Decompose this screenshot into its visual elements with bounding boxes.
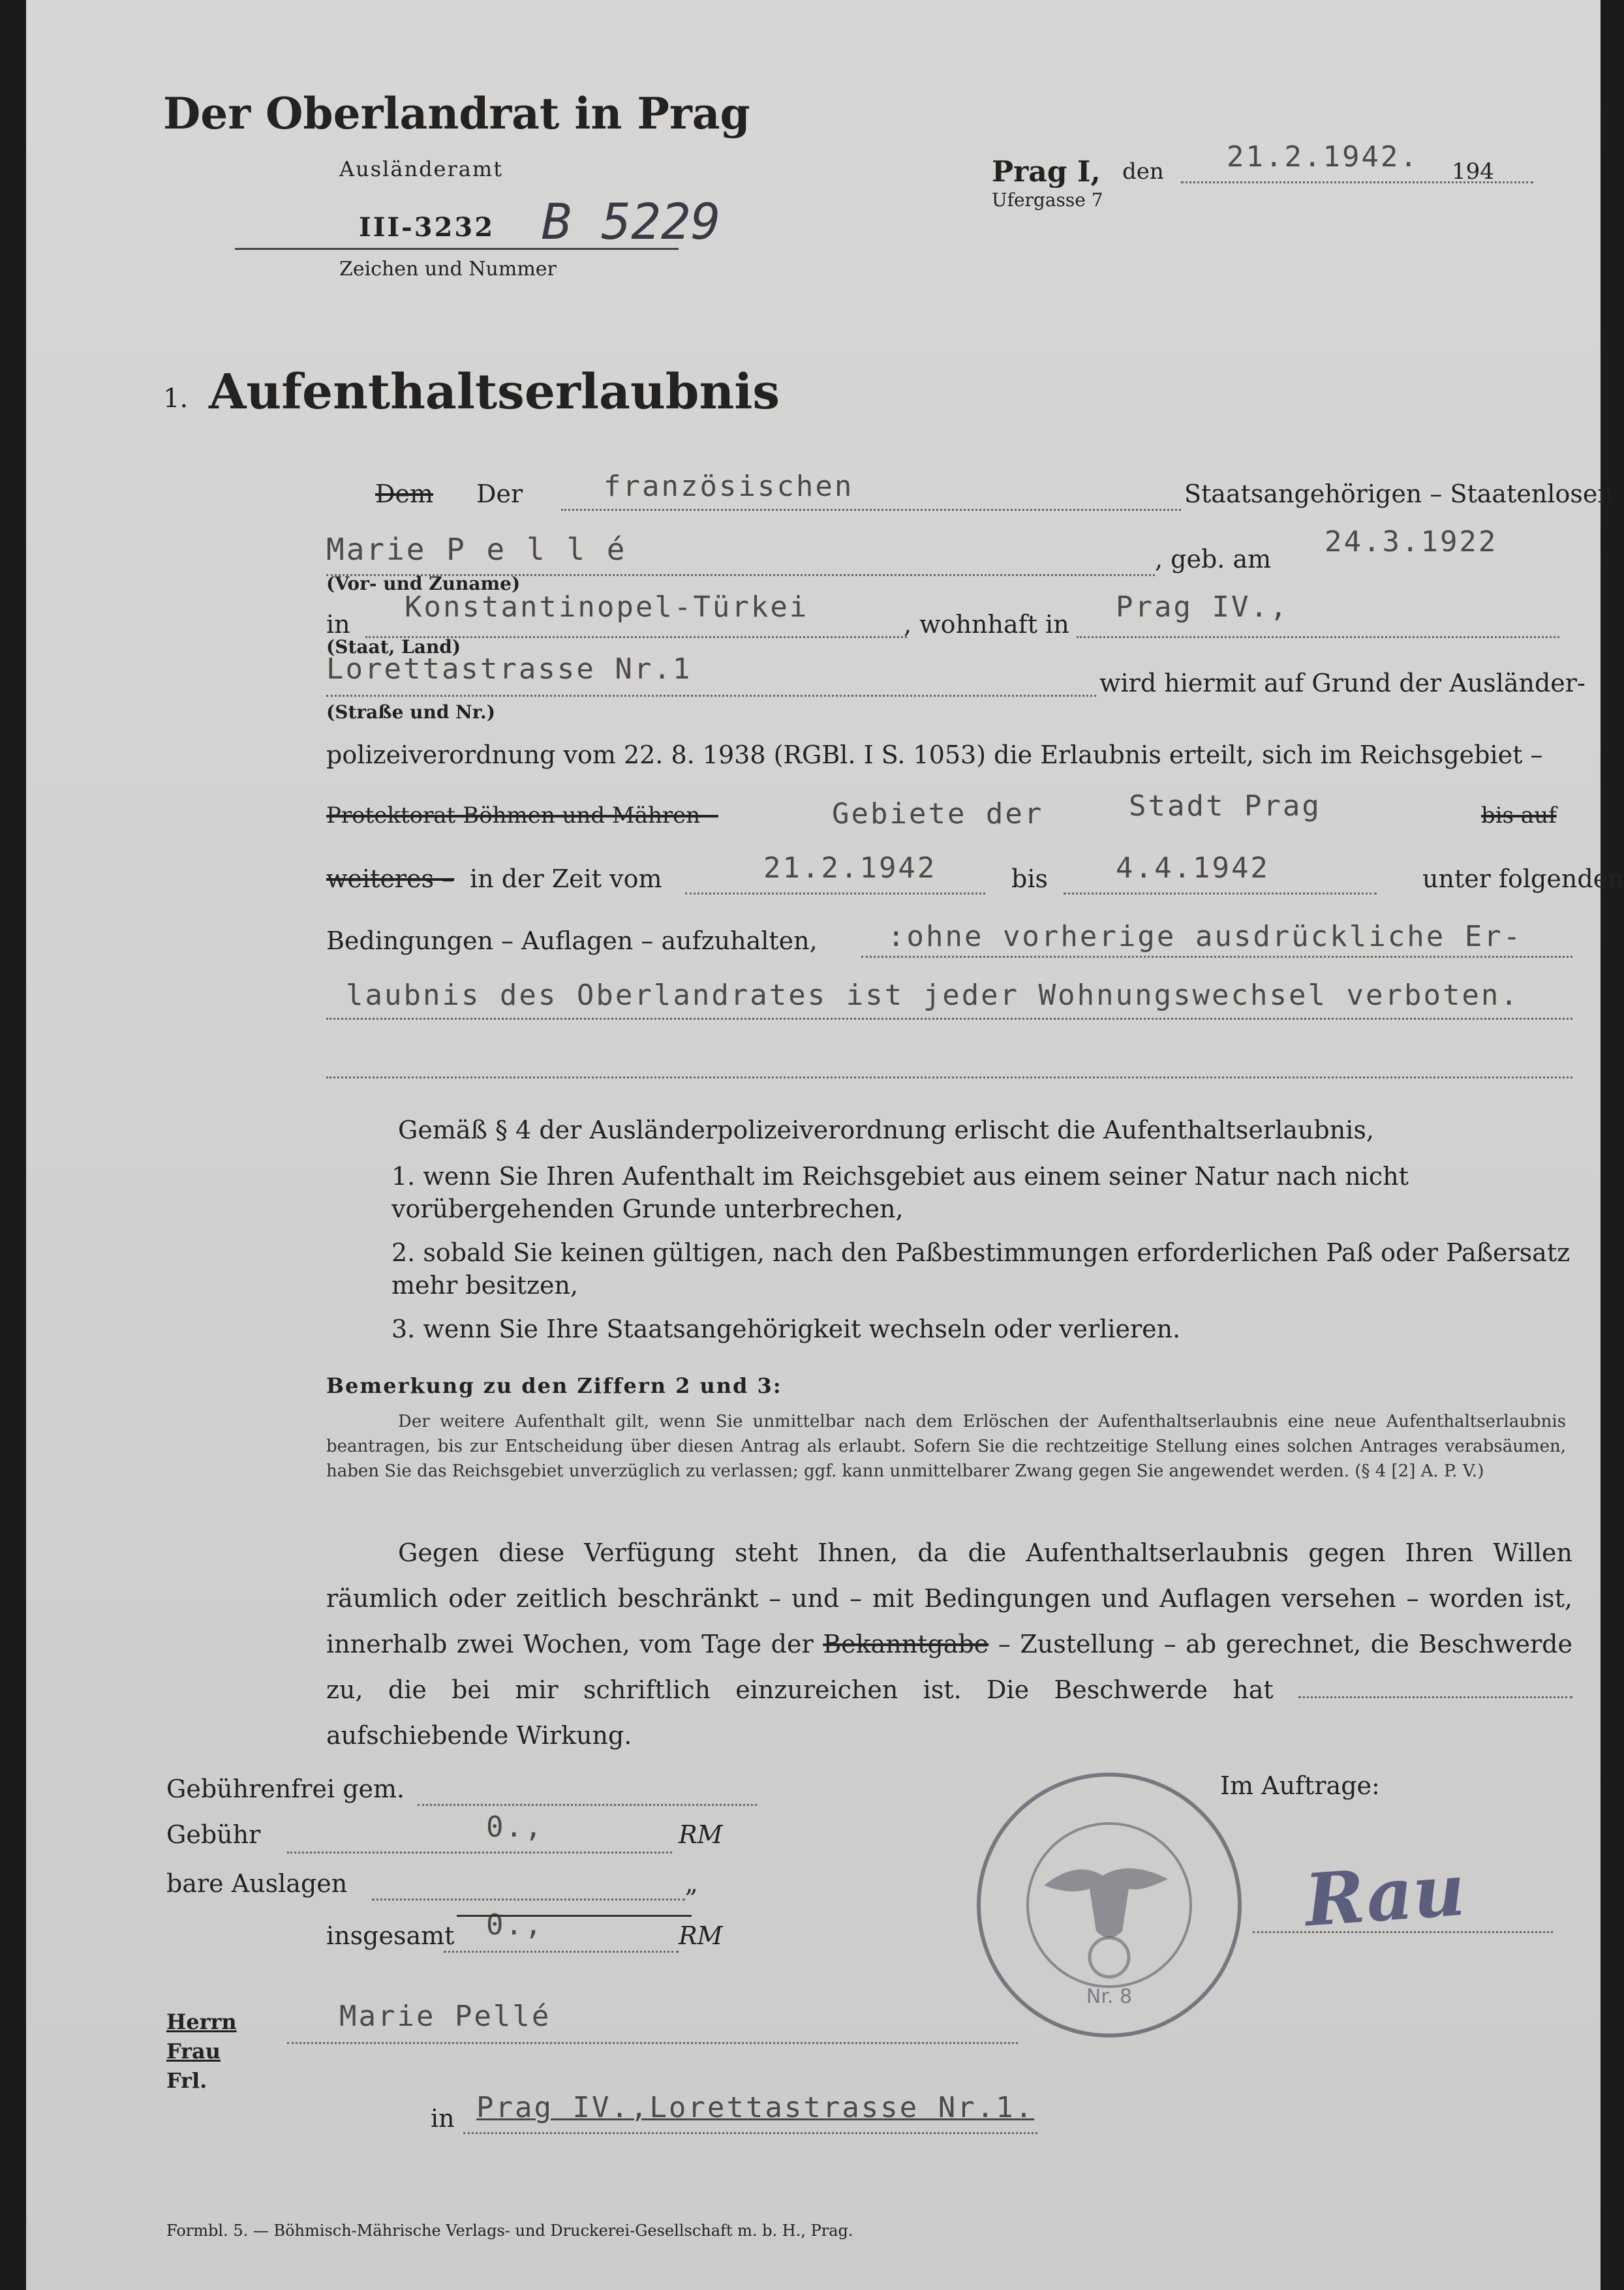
title-number: 1. [163, 384, 189, 414]
weiteres-struck: weiteres – [326, 864, 455, 893]
reference-number: III-3232 [359, 212, 495, 243]
place: Prag I, [992, 155, 1101, 189]
condition-dots-1 [861, 956, 1572, 958]
gebuehr-label: Gebühr [166, 1820, 261, 1849]
reference-handwritten: B 5229 [542, 192, 721, 251]
reference-underline [235, 248, 679, 250]
rm-label: RM [679, 1820, 723, 1849]
bis-label: bis [1011, 864, 1048, 893]
person-name: Marie P e l l é [326, 532, 627, 567]
remark-text: Der weitere Aufenthalt gilt, wenn Sie unmittelbar nach dem Erlöschen der Aufenthaltserlaubnis eine neue Aufenthaltserlaubnis beantragen, bis zur Entscheidung über diesen Antrag als erlaubt. Sofern Sie die rechtzeitige Stellung eines solchen Antrages verabsäumen, haben Sie das Reichsgebiet unverzüglich zu verlassen; ggf. kann unmittelbarer Zwang gegen Sie angewendet werden. (§ 4 [2] A. P. V.) [326, 1412, 1566, 1481]
in-der-zeit-label: in der Zeit vom [470, 864, 662, 893]
section4-item-3: 3. wenn Sie Ihre Staatsangehörigkeit wechseln oder verlieren. [391, 1315, 1181, 1343]
street-label: (Straße und Nr.) [326, 701, 495, 723]
gebuehr-dots [287, 1852, 672, 1854]
official-stamp-icon [966, 1762, 1253, 2049]
authority-title: Der Oberlandrat in Prag [163, 88, 750, 139]
reference-label: Zeichen und Nummer [339, 258, 557, 281]
dem-struck: Dem [375, 480, 433, 508]
im-auftrage-label: Im Auftrage: [1220, 1771, 1380, 1800]
name-label: (Vor- und Zuname) [326, 573, 521, 594]
rm-label-2: RM [679, 1921, 723, 1950]
appeal-text-3: aufschiebende Wirkung. [326, 1721, 632, 1750]
street-value: Lorettastrasse Nr.1 [326, 652, 692, 686]
frl-label: Frl. [166, 2068, 207, 2093]
birth-date: 24.3.1922 [1325, 525, 1498, 558]
recipient-address: Prag IV.,Lorettastrasse Nr.1. [476, 2091, 1035, 2124]
signature-scrawl: Rau [1302, 1847, 1468, 1943]
bedingungen-label: Bedingungen – Auflagen – aufzuhalten, [326, 926, 818, 955]
recipient-address-dots [463, 2132, 1037, 2134]
condition-dots-2 [326, 1018, 1572, 1020]
appeal-text-1: Gegen diese Verfügung steht Ihnen, da die Aufenthaltserlaubnis gegen Ihren Willen räumlich oder zeitlich beschränkt – und – mit Bedingungen und Auflagen versehen – worden ist, innerhalb zwei Wochen, vom Tage der [326, 1538, 1572, 1658]
nationality-dots [561, 509, 1181, 511]
protektorat-struck: Protektorat Böhmen und Mähren – [326, 802, 718, 829]
nationality-value: französischen [604, 470, 854, 503]
gebuehrenfrei-dots [418, 1804, 757, 1806]
condition-dots-3 [326, 1076, 1572, 1078]
residence-value: Prag IV., [1116, 590, 1289, 624]
herrn-label: Herrn [166, 2009, 237, 2034]
office-address: Ufergasse 7 [992, 189, 1103, 211]
condition-line-2: laubnis des Oberlandrates ist jeder Wohnungswechsel verboten. [346, 979, 1520, 1012]
sum-line [457, 1915, 692, 1917]
document-title: Aufenthaltserlaubnis [209, 364, 780, 420]
appeal-text-2: – Zustellung – ab gerechnet, die Beschwerde zu, die bei mir schriftlich einzureichen ist. Die Beschwerde hat [326, 1630, 1572, 1704]
der-label: Der [476, 480, 523, 508]
condition-line-1: :ohne vorherige ausdrückliche Er- [887, 920, 1523, 953]
stadt-value: Stadt Prag [1129, 789, 1321, 823]
auslagen-dots [372, 1899, 685, 1901]
insgesamt-value: 0., [486, 1908, 544, 1942]
stamp-number: Nr. 8 [1086, 1985, 1133, 2008]
geb-am-label: , geb. am [1155, 545, 1272, 573]
bis-auf-struck: bis auf [1481, 802, 1557, 829]
frau-label: Frau [166, 2039, 221, 2064]
printer-footer: Formbl. 5. — Böhmisch-Mährische Verlags- und Druckerei-Gesellschaft m. b. H., Prag. [166, 2221, 853, 2240]
recipient-in-label: in [431, 2104, 455, 2133]
in-label: in [326, 610, 350, 639]
remark-heading: Bemerkung zu den Ziffern 2 und 3: [326, 1373, 782, 1398]
street-dots [326, 695, 1096, 697]
country-label: (Staat, Land) [326, 636, 461, 658]
section4-intro: Gemäß § 4 der Ausländerpolizeiverordnung erlischt die Aufenthaltserlaubnis, [398, 1116, 1374, 1144]
to-date-dots [1064, 893, 1377, 894]
appeal-paragraph [326, 1530, 1572, 1758]
to-date: 4.4.1942 [1116, 851, 1270, 885]
signature-dots [1253, 1931, 1553, 1933]
office-label: Ausländeramt [339, 157, 504, 181]
insgesamt-label: insgesamt [326, 1921, 455, 1950]
issue-date: 21.2.1942. [1227, 140, 1419, 174]
den-label: den [1122, 159, 1164, 185]
year-prefix: 194 [1452, 159, 1494, 185]
unter-folgenden-label: unter folgenden [1422, 864, 1624, 893]
from-date-dots [685, 893, 985, 894]
document-sheet [26, 0, 1624, 2290]
staatsangehoerigen-label: Staatsangehörigen – Staatenlosen [1184, 480, 1614, 508]
residence-dots [1077, 636, 1559, 638]
ditto-mark: „ [685, 1869, 698, 1898]
from-date: 21.2.1942 [763, 851, 937, 885]
section4-item-1: 1. wenn Sie Ihren Aufenthalt im Reichsgebiet aus einem seiner Natur nach nicht vorübergehenden Grunde unterbrechen, [391, 1162, 1409, 1223]
legal-line: polizeiverordnung vom 22. 8. 1938 (RGBl. I S. 1053) die Erlaubnis erteilt, sich im Reichsgebiet – [326, 740, 1543, 769]
recipient-name: Marie Pellé [339, 2000, 551, 2033]
wird-hiermit-text: wird hiermit auf Grund der Ausländer- [1099, 669, 1586, 697]
bekanntgabe-struck: Bekanntgabe [823, 1630, 989, 1658]
birthplace-value: Konstantinopel-Türkei [405, 590, 809, 624]
insgesamt-dots [444, 1951, 679, 1953]
section4-item-2: 2. sobald Sie keinen gültigen, nach den Paßbestimmungen erforderlichen Paß oder Paßersatz mehr besitzen, [391, 1238, 1570, 1300]
gebiete-value: Gebiete der [832, 797, 1044, 831]
appeal-dots [1298, 1696, 1572, 1698]
wohnhaft-label: , wohnhaft in [904, 610, 1069, 639]
gebuehrenfrei-label: Gebührenfrei gem. [166, 1775, 405, 1803]
gebuehr-value: 0., [486, 1810, 544, 1844]
bare-auslagen-label: bare Auslagen [166, 1869, 348, 1898]
recipient-name-dots [287, 2042, 1018, 2044]
